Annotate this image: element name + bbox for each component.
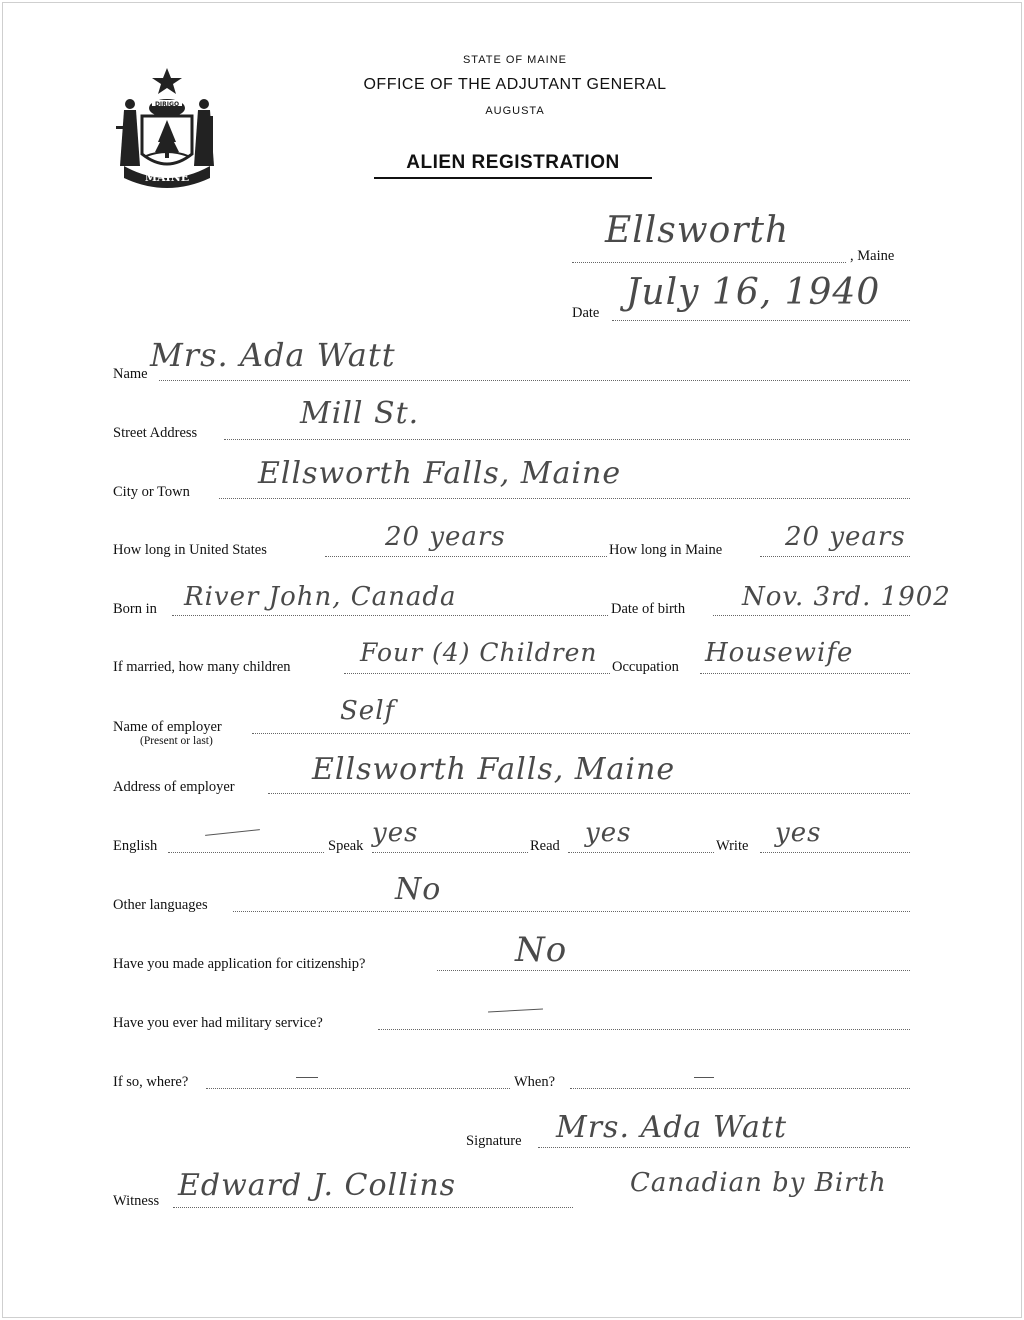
city-label: City or Town [113, 484, 190, 500]
place-value: Ellsworth [605, 210, 790, 251]
write-line [760, 852, 910, 853]
how-long-maine-value: 20 years [785, 522, 906, 552]
how-long-maine-line [760, 556, 910, 557]
where-line [206, 1088, 510, 1089]
write-label: Write [716, 838, 749, 854]
other-languages-line [233, 911, 910, 912]
name-line [159, 380, 910, 381]
witness-line [173, 1207, 573, 1208]
when-label: When? [514, 1074, 556, 1090]
write-value: yes [775, 818, 822, 848]
occupation-line [700, 673, 910, 674]
speak-line [372, 852, 528, 853]
children-line [344, 673, 610, 674]
employer-line [252, 733, 910, 734]
occupation-value: Housewife [705, 638, 854, 668]
header-state: STATE OF MAINE [462, 54, 568, 66]
citizenship-value: No [515, 930, 568, 970]
english-label: English [113, 838, 158, 854]
citizenship-line [437, 970, 910, 971]
form-title: ALIEN REGISTRATION [374, 152, 652, 179]
where-dash [296, 1077, 318, 1078]
signature-label: Signature [466, 1133, 522, 1149]
where-label: If so, where? [113, 1074, 189, 1090]
employer-address-label: Address of employer [113, 779, 235, 795]
nationality-note: Canadian by Birth [630, 1168, 887, 1198]
employer-sublabel: (Present or last) [140, 735, 213, 747]
seal-text: MAINE [144, 171, 190, 184]
date-line [612, 320, 910, 321]
date-of-birth-label: Date of birth [611, 601, 686, 617]
city-line [219, 498, 910, 499]
speak-label: Speak [328, 838, 364, 854]
city-value: Ellsworth Falls, Maine [258, 456, 622, 491]
witness-value: Edward J. Collins [178, 1168, 457, 1203]
how-long-maine-label: How long in Maine [609, 542, 723, 558]
witness-label: Witness [113, 1193, 160, 1209]
children-value: Four (4) Children [360, 638, 598, 667]
employer-address-value: Ellsworth Falls, Maine [312, 752, 676, 787]
name-label: Name [113, 366, 148, 382]
place-line [572, 262, 846, 263]
date-of-birth-value: Nov. 3rd. 1902 [742, 582, 951, 612]
how-long-us-value: 20 years [385, 522, 506, 552]
english-line [168, 852, 324, 853]
header-city: AUGUSTA [485, 105, 545, 117]
born-in-label: Born in [113, 601, 157, 617]
other-languages-label: Other languages [113, 897, 208, 913]
svg-text:DIRIGO: DIRIGO [154, 101, 180, 108]
street-value: Mill St. [300, 396, 420, 431]
signature-line [538, 1147, 910, 1148]
military-label: Have you ever had military service? [113, 1015, 323, 1031]
how-long-us-line [325, 556, 607, 557]
born-in-line [172, 615, 608, 616]
header-office: OFFICE OF THE ADJUTANT GENERAL [363, 76, 667, 93]
date-value: July 16, 1940 [626, 272, 881, 313]
maine-state-seal-icon [112, 66, 222, 190]
date-label: Date [572, 305, 600, 321]
street-line [224, 439, 910, 440]
date-of-birth-line [713, 615, 910, 616]
citizenship-label: Have you made application for citizenship? [113, 956, 366, 972]
children-label: If married, how many children [113, 659, 291, 675]
employer-label: Name of employer [113, 719, 222, 735]
occupation-label: Occupation [612, 659, 679, 675]
when-dash [694, 1077, 714, 1078]
other-languages-value: No [395, 872, 442, 907]
read-label: Read [530, 838, 560, 854]
employer-address-line [268, 793, 910, 794]
when-line [570, 1088, 910, 1089]
signature-value: Mrs. Ada Watt [556, 1110, 788, 1145]
how-long-us-label: How long in United States [113, 542, 267, 558]
employer-value: Self [340, 696, 396, 726]
read-line [568, 852, 714, 853]
place-label: , Maine [850, 248, 895, 264]
street-label: Street Address [113, 425, 198, 441]
speak-value: yes [372, 818, 419, 848]
read-value: yes [585, 818, 632, 848]
name-value: Mrs. Ada Watt [150, 336, 396, 374]
born-in-value: River John, Canada [184, 582, 457, 612]
military-line [378, 1029, 910, 1030]
